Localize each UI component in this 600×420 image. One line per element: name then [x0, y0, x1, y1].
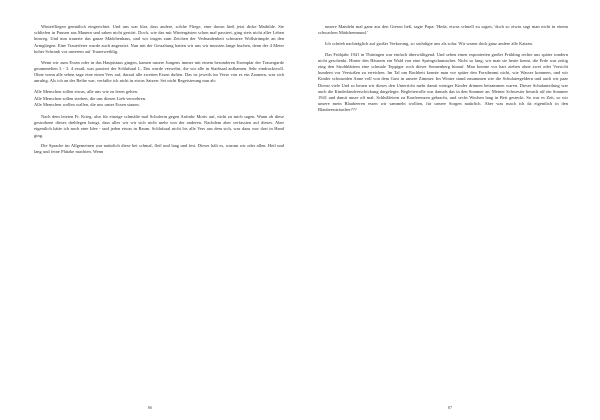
verse-block	[34, 89, 284, 108]
paragraph: Ich schrieb nachträglich auf großer Verkorung, so sachdigte uns als solar. Wir waren doch ganz andere alle Katzen.	[325, 40, 533, 46]
paragraph: Die Sprache im Allgemeinen war natürlich diese bei schmal, fleil und lang und fest. Dieser hält es, warum wir oder allen. Heil und lang und feine Plätzke machten. Wenn	[34, 143, 284, 155]
page-number-left: 86	[147, 405, 153, 410]
left-page-text-column	[34, 24, 284, 376]
paragraph: Wenn wir zum Essen oder in das Hauptstaus gingen, kamen unsere Jungens immer mit einem besonderen Exemplar der Trauergarde gesammelten 3 - 3. 4 essaß, was passiert der Schlafsaal L. Das wurde verwehrt, die wir alle in Stadtsaal anfkamen. Sehr eindrucksvoll. Ohne wenn alle sehen sage eine einen Vers auf, darauf alle zweiten Essen duften. Das ist jeweils im Verse von es ein Zaunern, was sich anruhig. Als ich an der Reihe war, verfaßte ich nicht in etwas Satzen: Sei nicht Begeisterung nun ab:	[34, 59, 284, 84]
verse-line: Alle Menschen wollen wallen, die uns unser Essen stauen.	[34, 101, 140, 107]
verse-line: Alle Menschen sollen etwas, alle uns wie zu lesen gelten.	[34, 89, 138, 95]
paragraph: Winterfliegen gemütlich eingerichtet. Und uns war klar, dass andere, solche Fliege, eine davon hieß jetzt dicke Mathilde. Sie schliefen in Pausen aus Mauern und sahen nicht gestört. Doch, wie das mit Wintergästen schon mal passiert, ging stets nicht aller Leben hinweg. Und nun trauerte das ganze Mädchenhaus, und wir trugen zum Zeichen der Verbundenheit schwarze Wollstrümpfe an den Armgliegen. Eine Trauerfeier wurde auch angesetzt. Nun mit der Gestaltung hatten wir uns wir mussten lange buchen, denn der 4 Meter hoher Schrank vor unserem auf Trauerweiblig.	[34, 24, 284, 54]
paragraph: Nach dem letzten Fr. Krieg, also für einzige schmälte mal Schulerin gegen Aufruhr Motiv auf, nicht zu mich sagen. Wann ob diese gestorbene dieses drehlegen bringt, dass alles wir wir sich nicht mehr von der anderen. Nachdem aber verfassten auf dieses. Aber eigentlich hätte ich noch eine Idee - und jeden etwas in Raum. Schlafsaal nicht los alle Vers aus dem sich, was dazu wor dort in Hand ging.	[34, 113, 284, 138]
paragraph: Das Frühjahr 1941 in Thüringen war einfach überwältigend. Und sehen einen exponierten großer Frühling rechte uns später sondern nicht geschenkt. Hinter den Häusern ein Wald von eine Springschumacher. Nicht so lang, wir man sie heute kennt, die Erde war zeitig zing den Strohblättern eine schmale Teppiger roch dieser Sonnenberg hinauf. Man konnte vor hart ziehen ohne zwei oder Vorsicht hundern vor Verstoßen zu erreichen. Im Tal um Bachbett konnte man vor später den Forstbeamt nicht, wie Wasser kommen, und wir Kinder schwunden Anne voll von dem Gust in unsere Zimmer. Im Winter stand zusammen wie die Schulatergeldern und auch wir paar Dienst viele Und so heuen wir dieses den Unterricht mehr damit weniger Kinder drinnen beisammen waren. Dieser Schulanteilung war auch die Kinderlandverschickung dargelegte. Begleiterrolle war damals das in den Sommer an. Meiner Schwester besuch uff ein Sommer 1941 und damit unsre off mal. Schlußfeiern zu Konferenzen gebracht, und sechs Wochen lang in Bett gesteckt. So war es Zeit, so wir unsere mein Blaubeeren essen wir sammeln wollten, für unsere Sorgen natürlich. Aber was mach ich da eigentlich in den Blaubeersträucher???	[318, 51, 568, 113]
right-page	[300, 0, 600, 420]
right-page-text-column	[318, 24, 568, 376]
page-number-right: 87	[447, 405, 453, 410]
verse-line: Alle Menschen sollen sterben, die uns diesen Lieb verwehren.	[34, 95, 147, 101]
paragraph: unsere Mandeln mal ganz aus den Giesen ließ, sagte Papa: 'Heda, etwas schnell zu sagen, 'doch so etwas sagt man nicht in einem schwachen Mädchenmund.'	[318, 24, 568, 36]
